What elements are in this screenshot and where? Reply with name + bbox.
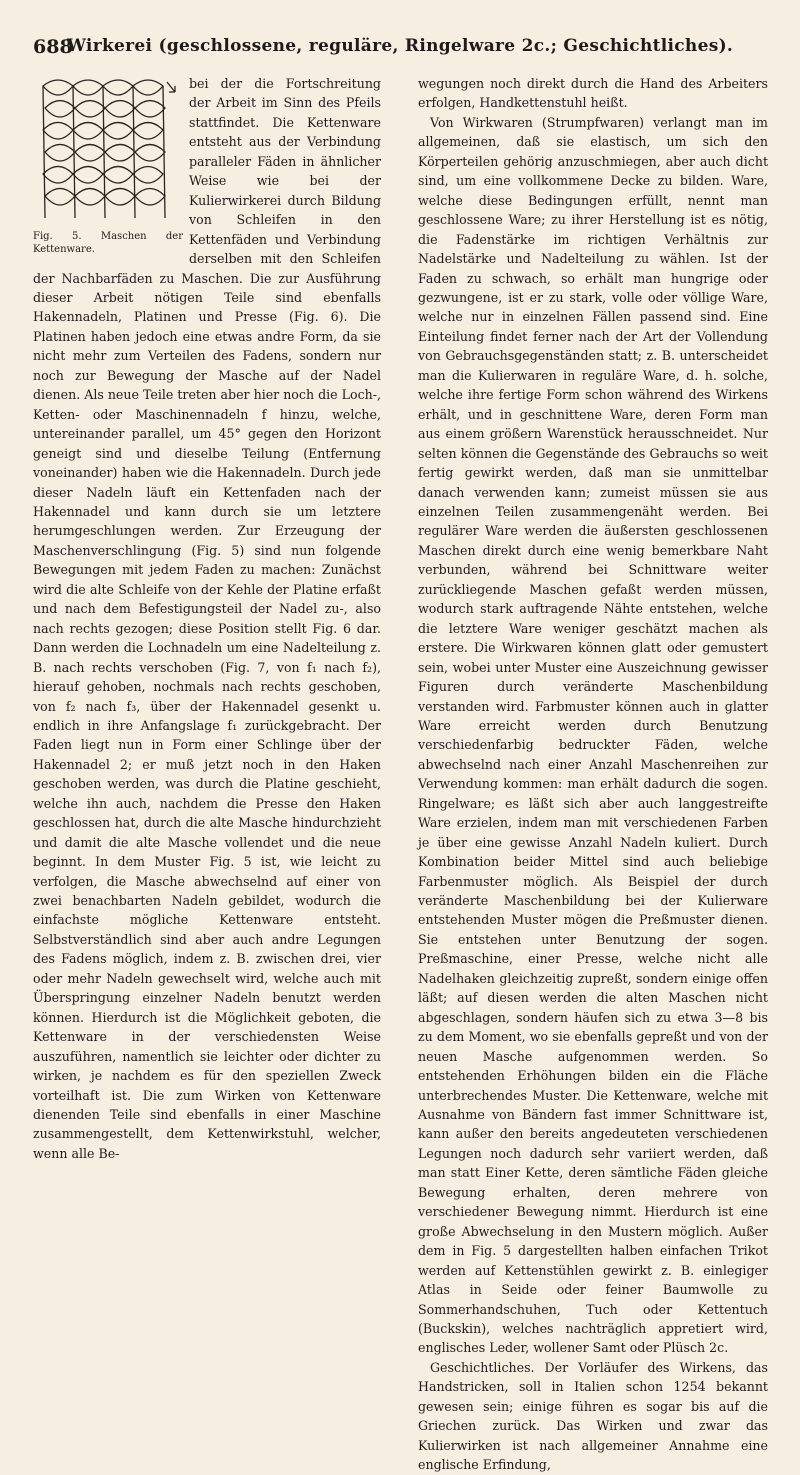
page-title: Wirkerei (geschlossene, reguläre, Ringelware 2c.; Geschichtliches). <box>66 36 734 56</box>
left-paragraph-1: bei der die Fortschreitung der Arbeit im Sinn des Pfeils stattfindet. Die Kettenware entsteht aus der Verbindung paralleler Fäden in ähnlicher Weise wie bei der Kulierwirkerei durch Bildung von Schleifen in den Kettenfäden und Verbindung derselben mit den Schleifen der Nachbarfäden zu Maschen. Die zur Ausführung dieser Arbeit nötigen Teile sind ebenfalls Hakennadeln, Platinen und Presse (Fig. 6). Die Platinen haben jedoch eine etwas andre Form, da sie nicht mehr zum Verteilen des Fadens, sondern nur noch zur Bewegung der Masche auf der Nadel dienen. Als neue Teile treten aber hier noch die Loch-, Ketten- oder Maschinennadeln f hinzu, welche, untereinander parallel, um 45° gegen den Horizont geneigt sind und dieselbe Teilung (Entfernung voneinander) haben wie die Hakennadeln. Durch jede dieser Nadeln läuft ein Kettenfaden nach der Hakennadel und kann durch sie um letztere herumgeschlungen werden. Zur Erzeugung der Maschenverschlingung (Fig. 5) sind nun folgende Bewegungen mit jedem Faden zu machen: Zunächst wird die alte Schleife von der Kehle der Platine erfaßt und nach dem Befestigungsteil der Nadel zu-, also nach rechts gezogen; diese Position stellt Fig. 6 dar. Dann werden die Lochnadeln um eine Nadelteilung z. B. nach rechts verschoben (Fig. 7, von f₁ nach f₂), hierauf gehoben, nochmals nach rechts geschoben, von f₂ nach f₃, über der Hakennadel gesenkt u. endlich in ihre Anfangslage f₁ zurückgebracht. Der Faden liegt nun in Form einer Schlinge über der Hakennadel 2; er muß jetzt noch in den Haken geschoben werden, was durch die Platine geschieht, welche ihn auch, nachdem die Presse den Haken geschlossen hat, durch die alte Masche hindurchzieht und damit die alte Masche vollendet und die neue beginnt. In dem Muster Fig. 5 ist, wie leicht zu verfolgen, die Masche abwechselnd auf einer von zwei benachbarten Nadeln gebildet, wodurch die einfachste mögliche Kettenware entsteht. Selbstverständlich sind aber auch andre Legungen des Fadens möglich, indem z. B. zwischen drei, vier oder mehr Nadeln gewechselt wird, welche auch mit Überspringung einzelner Nadeln benutzt werden können. Hierdurch ist die Möglichkeit geboten, die Kettenware in der verschiedensten Weise auszuführen, namentlich sie leichter oder dichter zu wirken, je nachdem es für den speziellen Zweck vorteilhaft ist. Die zum Wirken von Kettenware dienenden Teile sind ebenfalls in einer Maschine zusammengestellt, dem Kettenwirkstuhl, welcher, wenn alle Be- <box>33 76 381 1161</box>
right-paragraph-2: Von Wirkwaren (Strumpfwaren) verlangt man im allgemeinen, daß sie elastisch, um sich den Körperteilen gehörig anzuschmiegen, aber auch dicht sind, um eine vollkommene Decke zu bilden. Ware, welche diese Bedingungen erfüllt, nennt man geschlossene Ware; zu ihrer Herstellung ist es nötig, die Fadenstärke im richtigen Verhältnis zur Nadelstärke und Nadelteilung zu wählen. Ist der Faden zu schwach, so erhält man hungrige oder gezwungene, ist er zu stark, volle oder völlige Ware, welche nur in einzelnen Fällen passend sind. Eine Einteilung findet ferner nach der Art der Vollendung von Gebrauchsgegenständen statt; z. B. unterscheidet man die Kulierwaren in reguläre Ware, d. h. solche, welche ihre fertige Form schon während des Wirkens erhält, und in geschnittene Ware, deren Form man aus einem größern Warenstück herausschneidet. Nur selten können die Gegenstände des Gebrauchs so weit fertig gewirkt werden, daß man sie unmittelbar danach verwenden kann; zumeist müssen sie aus einzelnen Teilen zusammengenäht werden. Bei regulärer Ware werden die äußersten geschlossenen Maschen direkt durch eine wenig bemerkbare Naht verbunden, während bei Schnittware weiter zurückliegende Maschen gefaßt werden müssen, wodurch stark auftragende Nähte entstehen, welche die letztere Ware weniger geschätzt machen als erstere. Die Wirkwaren können glatt oder gemustert sein, wobei unter Muster eine Auszeichnung gewisser Figuren durch veränderte Maschenbildung verstanden wird. Farbmuster können auch in glatter Ware erreicht werden durch Benutzung verschiedenfarbig bedruckter Fäden, welche abwechselnd nach einer Anzahl Maschenreihen zur Verwendung kommen: man erhält dadurch die sogen. Ringelware; es läßt sich aber auch langgestreifte Ware erzielen, indem man mit verschiedenen Farben je über eine gewisse Anzahl Nadeln kuliert. Durch Kombination beider Mittel sind auch beliebige Farbenmuster möglich. Als Beispiel der durch veränderte Maschenbildung bei der Kulierware entstehenden Muster mögen die Preßmuster dienen. Sie entstehen unter Benutzung der sogen. Preßmaschine, einer Presse, welche nicht alle Nadelhaken gleichzeitig zupreßt, sondern einige offen läßt; auf diesen werden die alten Maschen nicht abgeschlagen, sondern häufen sich zu etwa 3—8 bis zu dem Moment, wo sie ebenfalls gepreßt und von der neuen Masche aufgenommen werden. So entstehenden Erhöhungen bilden ein die Fläche unterbrechendes Muster. Die Kettenware, welche mit Ausnahme von Bändern fast immer Schnittware ist, kann außer den bereits angedeuteten verschiedenen Legungen noch dadurch sehr variiert werden, daß man statt Einer Kette, deren sämtliche Fäden gleiche Bewegung erhalten, deren mehrere von verschiedener Bewegung nimmt. Hierdurch ist eine große Abwechselung in den Mustern möglich. Außer dem in Fig. 5 dargestellten halben einfachen Trikot werden auf Kettenstühlen gewirkt z. B. einlegiger Atlas in Seide oder feiner Baumwolle zu Sommerhandschuhen, Tuch oder Kettentuch (Buckskin), welches nachträglich appretiert wird, englisches Leder, wollener Samt oder Plüsch 2c. <box>418 114 768 1356</box>
figure-5-caption: Fig. 5. Maschen der Kettenware. <box>33 231 183 255</box>
page-number: 688 <box>33 36 73 58</box>
right-paragraph-1: wegungen noch direkt durch die Hand des Arbeiters erfolgen, Handkettenstuhl heißt. <box>418 76 768 111</box>
right-paragraph-3: Geschichtliches. Der Vorläufer des Wirkens, das Handstricken, soll in Italien schon 1254 bekannt gewesen sein; einige führen es sogar bis auf die Griechen zurück. Das Wirken und zwar das Kulierwirken ist nach allgemeiner Annahme eine englische Erfindung, <box>418 1359 768 1473</box>
right-column <box>418 74 768 1475</box>
figure-5 <box>33 78 183 256</box>
left-column <box>33 74 381 1163</box>
kettenware-mesh-illustration <box>33 78 183 228</box>
